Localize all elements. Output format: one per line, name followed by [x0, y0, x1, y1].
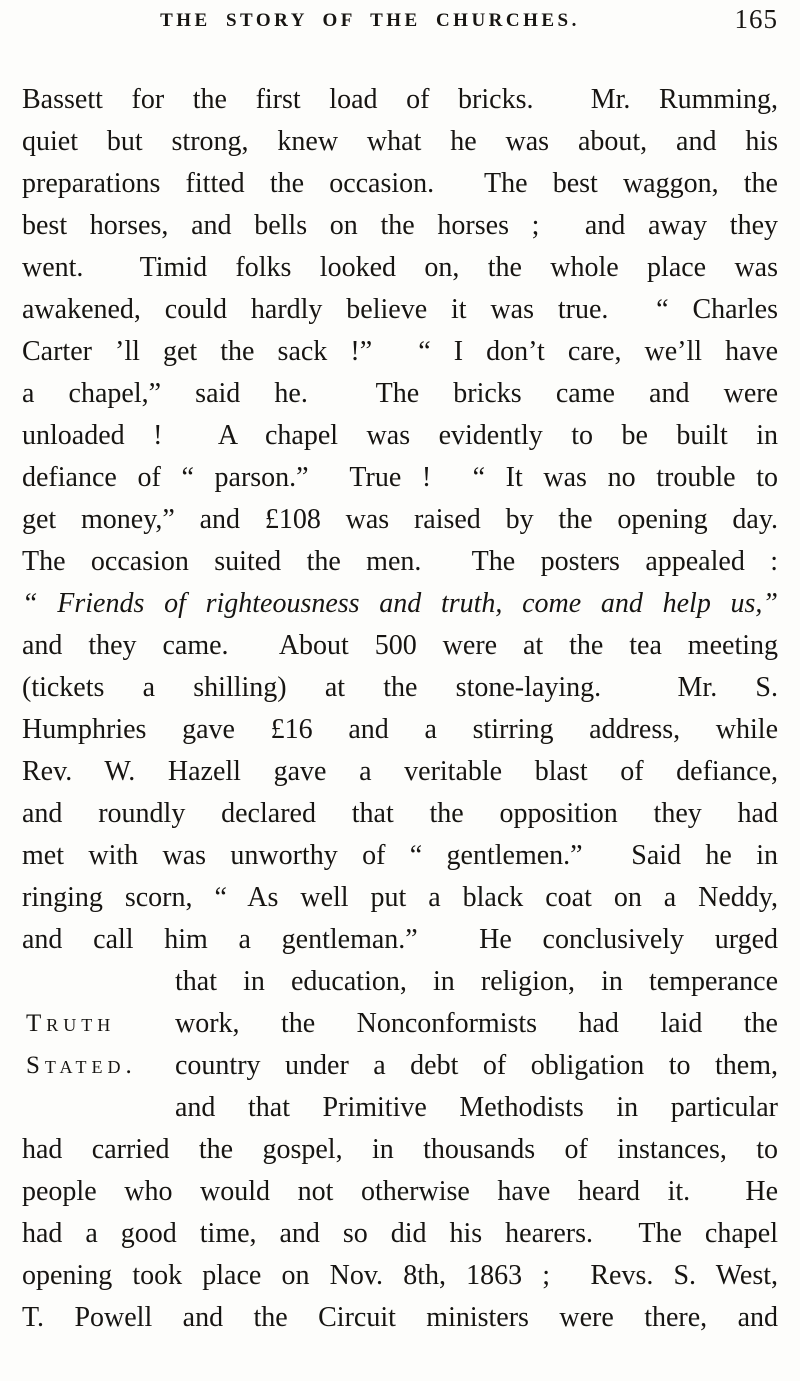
line-text: Humphries gave £16 and a stirring address, while: [22, 714, 778, 745]
line-text: had a good time, and so did his hearers. The chapel: [22, 1218, 778, 1249]
line-text: opening took place on Nov. 8th, 1863 ; Revs. S. West,: [22, 1260, 778, 1291]
line-text: quiet but strong, knew what he was about, and his: [22, 126, 778, 157]
line-text: Carter ’ll get the sack !” “ I don’t care, we’ll have: [22, 336, 778, 367]
text-line: [22, 79, 778, 121]
text-line: [22, 667, 778, 709]
line-text: ringing scorn, “ As well put a black coat on a Neddy,: [22, 882, 778, 913]
line-text: and that Primitive Methodists in particular: [175, 1092, 778, 1123]
line-text: unloaded ! A chapel was evidently to be built in: [22, 420, 778, 451]
text-line: [22, 163, 778, 205]
text-line: [22, 541, 778, 583]
text-line: [22, 205, 778, 247]
line-text: preparations fitted the occasion. The best waggon, the: [22, 168, 778, 199]
sidenote-label: Truth: [26, 1010, 116, 1037]
running-title: THE STORY OF THE CHURCHES.: [160, 10, 580, 31]
line-text: defiance of “ parson.” True ! “ It was no trouble to: [22, 462, 778, 493]
text-line: [22, 583, 778, 625]
text-line: [22, 373, 778, 415]
text-line: [22, 457, 778, 499]
line-text: best horses, and bells on the horses ; and away they: [22, 210, 778, 241]
text-line: [22, 1213, 778, 1255]
text-line: [22, 499, 778, 541]
text-line: [22, 1003, 778, 1045]
line-text: went. Timid folks looked on, the whole place was: [22, 252, 778, 283]
line-text: get money,” and £108 was raised by the opening day.: [22, 504, 778, 535]
text-line: [22, 1171, 778, 1213]
text-line: [22, 919, 778, 961]
line-text: people who would not otherwise have heard it. He: [22, 1176, 778, 1207]
text-line: [22, 751, 778, 793]
text-line: [22, 289, 778, 331]
text-line: [22, 793, 778, 835]
text-line: [22, 247, 778, 289]
line-text: (tickets a shilling) at the stone-laying. Mr. S.: [22, 672, 778, 703]
line-text: work, the Nonconformists had laid the: [175, 1008, 778, 1039]
line-text: Rev. W. Hazell gave a veritable blast of defiance,: [22, 756, 778, 787]
text-line: [22, 625, 778, 667]
line-text: and roundly declared that the opposition they had: [22, 798, 778, 829]
line-text: Bassett for the first load of bricks. Mr. Rumming,: [22, 84, 778, 115]
text-line: [22, 961, 778, 1003]
line-text: and call him a gentleman.” He conclusively urged: [22, 924, 778, 955]
text-line: [22, 415, 778, 457]
text-block: [22, 79, 778, 1339]
line-text: had carried the gospel, in thousands of instances, to: [22, 1134, 778, 1165]
text-line: [22, 331, 778, 373]
line-text: awakened, could hardly believe it was true. “ Charles: [22, 294, 778, 325]
page-header: [22, 4, 778, 44]
text-line: [22, 877, 778, 919]
line-text: T. Powell and the Circuit ministers were there, and: [22, 1302, 778, 1333]
text-line: [22, 121, 778, 163]
line-text: a chapel,” said he. The bricks came and were: [22, 378, 778, 409]
line-text: that in education, in religion, in temperance: [175, 966, 778, 997]
line-text: met with was unworthy of “ gentlemen.” Said he in: [22, 840, 778, 871]
line-text: “ Friends of righteousness and truth, come and help us,”: [22, 588, 778, 619]
text-line: [22, 1129, 778, 1171]
sidenote-label: Stated.: [26, 1052, 137, 1079]
text-line: [22, 1255, 778, 1297]
line-text: country under a debt of obligation to them,: [175, 1050, 778, 1081]
text-line: [22, 1045, 778, 1087]
text-line: [22, 835, 778, 877]
line-text: The occasion suited the men. The posters appealed :: [22, 546, 778, 577]
text-line: [22, 709, 778, 751]
page-number: 165: [734, 4, 778, 34]
text-line: [22, 1297, 778, 1339]
text-line: [22, 1087, 778, 1129]
line-text: and they came. About 500 were at the tea meeting: [22, 630, 778, 661]
